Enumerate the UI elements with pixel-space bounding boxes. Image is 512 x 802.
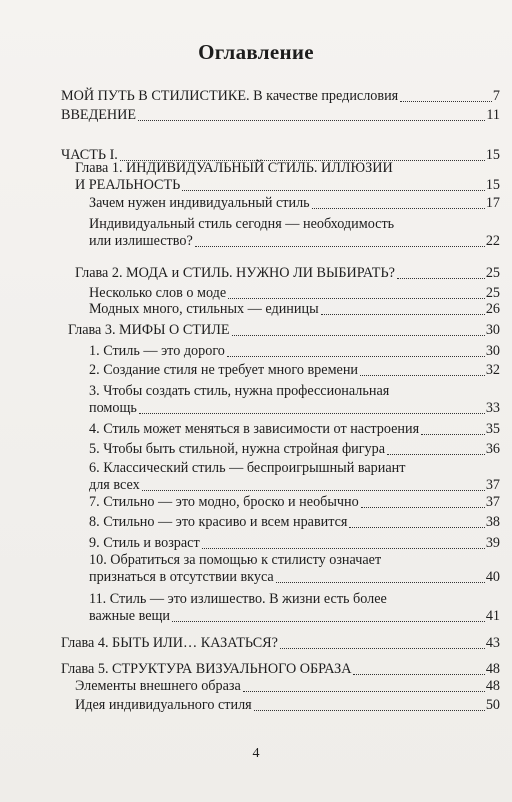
toc-entry-title-line: И РЕАЛЬНОСТЬ [75,177,181,193]
toc-entry [75,697,500,714]
toc-entry [89,195,500,212]
toc-entry-title-line: 7. Стильно — это модно, броско и необычно [89,494,359,510]
toc-page-number: 48 [485,661,500,677]
toc-page-number: 40 [485,569,500,585]
toc-entry-title-line: 1. Стиль — это дорого [89,343,225,359]
toc-page-number: 36 [485,441,500,457]
toc-entry [89,494,500,511]
toc-page-number: 7 [492,88,500,104]
toc-entry-title-line: 6. Классический стиль — беспроигрышный вариант [89,460,406,476]
toc-page-number: 15 [485,147,500,163]
toc-entry-title-line: ВВЕДЕНИЕ [61,107,137,123]
dot-leader [421,434,485,435]
toc-entry [61,661,500,678]
dot-leader [276,582,485,583]
toc-entry-title-line: 8. Стильно — это красиво и всем нравится [89,514,348,530]
toc-entry [89,514,500,531]
toc-entry [89,301,500,318]
toc-entry-title-line: Глава 3. МИФЫ О СТИЛЕ [68,322,230,338]
toc-entry-title-line: Глава 2. МОДА и СТИЛЬ. НУЖНО ЛИ ВЫБИРАТЬ? [75,265,395,281]
toc-page-number: 30 [485,343,500,359]
toc-entry [89,535,500,552]
toc-entry-title-line: для всех [89,477,140,493]
toc-page-number: 15 [485,177,500,193]
toc-entry [75,265,500,282]
dot-leader [142,490,485,491]
toc-entry [89,362,500,379]
toc-page-number: 37 [485,477,500,493]
toc-page-number: 35 [485,421,500,437]
toc-page-number: 38 [485,514,500,530]
dot-leader [280,648,485,649]
toc-page-number: 41 [485,608,500,624]
toc-entry-title-line: Индивидуальный стиль сегодня — необходимость [89,216,395,232]
toc-entry [89,216,500,250]
dot-leader [400,101,492,102]
dot-leader [232,335,485,336]
dot-leader [254,710,485,711]
toc-page-number: 25 [485,265,500,281]
dot-leader [138,120,485,121]
dot-leader [312,208,485,209]
toc-entry [61,88,500,105]
toc-entry [89,591,500,625]
toc-entry-title-line: 10. Обратиться за помощью к стилисту означает [89,552,382,568]
dot-leader [172,621,485,622]
dot-leader [139,413,485,414]
toc-entry [61,107,500,124]
dot-leader [321,314,485,315]
toc-entry [89,343,500,360]
toc-entry-title-line: Зачем нужен индивидуальный стиль [89,195,310,211]
toc-entry [89,460,500,494]
toc-entry-title-line: 9. Стиль и возраст [89,535,200,551]
dot-leader [195,246,485,247]
toc-entry-title-line: Глава 1. ИНДИВИДУАЛЬНЫЙ СТИЛЬ. ИЛЛЮЗИИ [75,160,393,176]
toc-page-number: 26 [485,301,500,317]
dot-leader [227,356,485,357]
toc-entry [61,635,500,652]
toc-entry-title-line: Глава 5. СТРУКТУРА ВИЗУАЛЬНОГО ОБРАЗА [61,661,352,677]
toc-page-number: 17 [485,195,500,211]
toc-entry-title-line: или излишество? [89,233,193,249]
dot-leader [360,375,485,376]
page-number: 4 [252,746,260,761]
toc-entry-title-line: помощь [89,400,137,416]
dot-leader [243,691,485,692]
toc-entry [89,552,500,586]
toc-entry-title-line: Несколько слов о моде [89,285,227,301]
toc-entry-title-line: МОЙ ПУТЬ В СТИЛИСТИКЕ. В качестве предисловия [61,88,399,104]
dot-leader [202,548,485,549]
toc-entry [89,421,500,438]
toc-page-number: 30 [485,322,500,338]
toc-entry [75,160,500,194]
dot-leader [228,298,485,299]
toc-page-number: 37 [485,494,500,510]
toc-entry-title-line: Модных много, стильных — единицы [89,301,319,317]
toc-entry [89,383,500,417]
dot-leader [387,454,485,455]
toc-page-number: 50 [485,697,500,713]
toc-entry [75,678,500,695]
toc-page-number: 39 [485,535,500,551]
toc-entry-title-line: Глава 4. БЫТЬ ИЛИ… КАЗАТЬСЯ? [61,635,278,651]
toc-page-number: 32 [485,362,500,378]
toc-entry-title-line: 4. Стиль может меняться в зависимости от настроения [89,421,420,437]
toc-page-number: 25 [485,285,500,301]
toc-entry [89,441,500,458]
dot-leader [361,507,485,508]
dot-leader [397,278,485,279]
toc-page-number: 33 [485,400,500,416]
toc-entry [68,322,500,339]
toc-page-number: 22 [485,233,500,249]
toc-entry-title-line: ЧАСТЬ I. [61,147,118,163]
dot-leader [349,527,484,528]
toc-entry-title-line: признаться в отсутствии вкуса [89,569,274,585]
toc-page-number: 48 [485,678,500,694]
toc-entry-title-line: 11. Стиль — это излишество. В жизни есть более [89,591,387,607]
toc-entry-title-line: Идея индивидуального стиля [75,697,252,713]
dot-leader [182,190,485,191]
toc-entry [89,285,500,302]
toc-entry-title-line: Элементы внешнего образа [75,678,241,694]
dot-leader [353,674,484,675]
toc-page-number: 43 [485,635,500,651]
toc-page-number: 11 [486,107,500,123]
toc-entry-title-line: 5. Чтобы быть стильной, нужна стройная фигура [89,441,386,457]
toc-entry-title-line: 3. Чтобы создать стиль, нужна профессиональная [89,383,390,399]
page-title: Оглавление [198,40,314,64]
toc-entry-title-line: 2. Создание стиля не требует много времени [89,362,359,378]
toc-entry-title-line: важные вещи [89,608,171,624]
